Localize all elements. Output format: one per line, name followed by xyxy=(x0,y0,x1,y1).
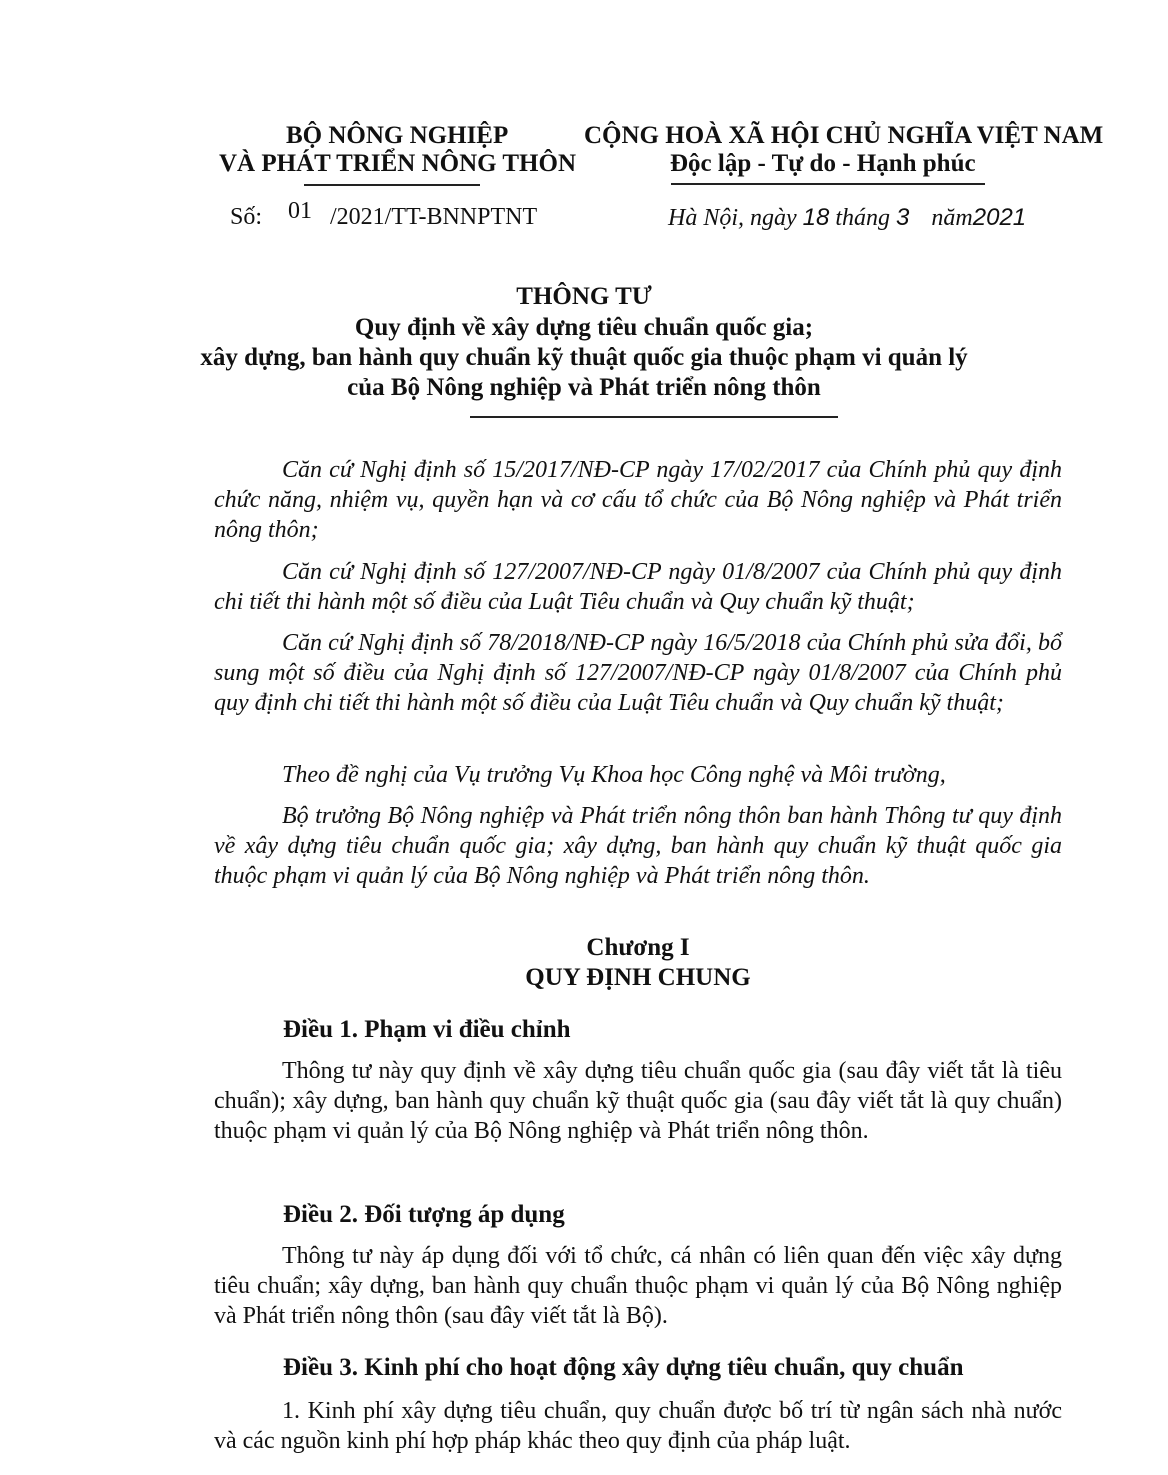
article-3-body: 1. Kinh phí xây dựng tiêu chuẩn, quy chuẩn được bố trí từ ngân sách nhà nước và các nguồn kinh phí hợp pháp khác theo quy định của pháp luật. xyxy=(214,1398,1062,1454)
place-date-prefix: Hà Nội, ngày xyxy=(668,205,797,231)
ministry-underline xyxy=(304,184,480,186)
preamble-paragraph-1: Căn cứ Nghị định số 15/2017/NĐ-CP ngày 17/02/2017 của Chính phủ quy định chức năng, nhiệm vụ, quyền hạn và cơ cấu tổ chức của Bộ Nông nghiệp và Phát triển nông thôn; xyxy=(214,457,1062,543)
place-and-date xyxy=(668,204,1026,232)
number-label: Số: xyxy=(230,204,263,230)
document-number xyxy=(230,198,538,231)
ministry-name-line1: BỘ NÔNG NGHIỆP xyxy=(286,122,509,149)
date-year: 2021 xyxy=(972,204,1027,231)
title-line1: Quy định về xây dựng tiêu chuẩn quốc gia; xyxy=(354,314,814,341)
republic-name: CỘNG HOÀ XÃ HỘI CHỦ NGHĨA VIỆT NAM xyxy=(584,122,1104,149)
number-value: 01 xyxy=(288,198,313,224)
article-2-body: Thông tư này áp dụng đối với tổ chức, cá nhân có liên quan đến việc xây dựng tiêu chuẩn; xây dựng, ban hành quy chuẩn thuộc phạm vi quản lý của Bộ Nông nghiệp và Phát triển nông thôn (sau đây viết tắt là Bộ). xyxy=(214,1243,1062,1329)
document-type: THÔNG TƯ xyxy=(516,283,652,310)
chapter-number: Chương I xyxy=(586,934,690,961)
date-day: 18 xyxy=(802,204,830,231)
preamble-paragraph-2: Căn cứ Nghị định số 127/2007/NĐ-CP ngày 01/8/2007 của Chính phủ quy định chi tiết thi hành một số điều của Luật Tiêu chuẩn và Quy chuẩn kỹ thuật; xyxy=(214,559,1062,615)
preamble-paragraph-5: Bộ trưởng Bộ Nông nghiệp và Phát triển nông thôn ban hành Thông tư quy định về xây dựng tiêu chuẩn quốc gia; xây dựng, ban hành quy chuẩn kỹ thuật quốc gia thuộc phạm vi quản lý của Bộ Nông nghiệp và Phát triển nông thôn. xyxy=(214,803,1062,889)
article-3-heading: Điều 3. Kinh phí cho hoạt động xây dựng tiêu chuẩn, quy chuẩn xyxy=(283,1354,964,1381)
motto-underline xyxy=(671,183,985,185)
article-2-heading: Điều 2. Đối tượng áp dụng xyxy=(283,1201,565,1228)
preamble-paragraph-4: Theo đề nghị của Vụ trưởng Vụ Khoa học Công nghệ và Môi trường, xyxy=(282,762,946,788)
month-label: tháng xyxy=(835,205,891,231)
number-suffix: /2021/TT-BNNPTNT xyxy=(330,204,538,230)
article-1-body: Thông tư này quy định về xây dựng tiêu chuẩn quốc gia (sau đây viết tắt là tiêu chuẩn); xây dựng, ban hành quy chuẩn kỹ thuật quốc gia (sau đây viết tắt là quy chuẩn) thuộc phạm vi quản lý của Bộ Nông nghiệp và Phát triển nông thôn. xyxy=(214,1058,1062,1144)
chapter-name: QUY ĐỊNH CHUNG xyxy=(525,964,751,991)
article-1-heading: Điều 1. Phạm vi điều chỉnh xyxy=(283,1016,571,1043)
republic-motto: Độc lập - Tự do - Hạnh phúc xyxy=(670,150,976,177)
title-line3: của Bộ Nông nghiệp và Phát triển nông thôn xyxy=(347,374,821,401)
year-label: năm xyxy=(931,205,973,231)
preamble-paragraph-3: Căn cứ Nghị định số 78/2018/NĐ-CP ngày 16/5/2018 của Chính phủ sửa đổi, bổ sung một số điều của Nghị định số 127/2007/NĐ-CP ngày 01/8/2007 của Chính phủ quy định chi tiết thi hành một số điều của Luật Tiêu chuẩn và Quy chuẩn kỹ thuật; xyxy=(214,630,1062,716)
ministry-name-line2: VÀ PHÁT TRIỂN NÔNG THÔN xyxy=(219,150,577,177)
title-underline xyxy=(470,416,838,418)
title-line2: xây dựng, ban hành quy chuẩn kỹ thuật quốc gia thuộc phạm vi quản lý xyxy=(200,344,968,371)
date-month: 3 xyxy=(896,204,910,231)
